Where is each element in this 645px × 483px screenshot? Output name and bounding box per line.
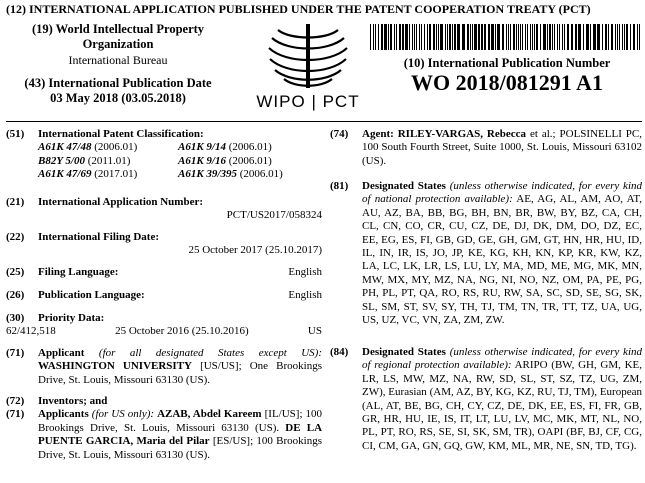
priority-data-title: Priority Data: <box>38 312 105 324</box>
barcode-bar <box>399 24 401 50</box>
application-number-field <box>6 196 322 223</box>
priority-application: 62/412,518 <box>6 325 56 338</box>
barcode-bar <box>470 24 471 50</box>
barcode-bar <box>438 24 439 50</box>
publication-language-title: Publication Language: <box>38 289 145 301</box>
applicants-title: Applicants <box>38 408 89 421</box>
barcode-bar <box>602 24 603 50</box>
barcode-bar <box>373 24 374 50</box>
barcode-bar <box>488 24 490 50</box>
agent-name: RILEY-VARGAS, Rebecca <box>397 128 527 140</box>
priority-data-row <box>6 325 322 338</box>
barcode-bar <box>619 24 620 50</box>
applicant-address: [US/US]; One Brookings Drive, St. Louis, Missouri 63130 (US). <box>38 360 322 386</box>
barcode-bar <box>472 24 473 50</box>
field-number: (71) <box>6 347 25 359</box>
barcode-bar <box>412 24 413 50</box>
inventor-name: AZAB, Abdel Kareem <box>157 408 262 421</box>
barcode-bar <box>562 24 563 50</box>
barcode-bar <box>626 24 628 50</box>
field-number: (30) <box>6 312 25 324</box>
applicant-name: WASHINGTON UNIVERSITY <box>38 360 192 373</box>
barcode-bar <box>516 24 517 50</box>
barcode-bar <box>484 24 486 50</box>
barcode-bar <box>633 24 635 50</box>
barcode-bar <box>534 24 535 50</box>
barcode-bar <box>508 24 509 50</box>
barcode-bar <box>384 24 387 50</box>
agent-address: et al.; POLSINELLI PC, 100 South Fourth Street, Suite 1000, St. Louis, Missouri 63102 (US). <box>362 128 642 167</box>
barcode-bar <box>567 24 569 50</box>
barcode-bar <box>513 24 515 50</box>
barcode-bar <box>630 24 631 50</box>
barcode-bar <box>530 24 531 50</box>
organization-bureau: International Bureau <box>68 52 168 67</box>
organization-block <box>8 22 228 67</box>
barcode-bar <box>429 24 431 50</box>
barcode-bar <box>617 24 618 50</box>
ipc-entry: A61K 47/48 (2006.01) <box>38 141 138 154</box>
field-number: (21) <box>6 196 25 208</box>
barcode-bar <box>454 24 456 50</box>
publication-language-field <box>6 289 322 302</box>
publication-number-block <box>372 56 642 95</box>
barcode-bar <box>554 24 555 50</box>
field-number: (81) <box>330 180 349 192</box>
barcode-bar <box>497 24 500 50</box>
barcode-bar <box>445 24 446 50</box>
barcode-bar <box>491 24 494 50</box>
designated-states-title: Designated States <box>362 180 446 192</box>
field-number: (26) <box>6 289 25 301</box>
barcode-bar <box>624 24 625 50</box>
barcode-bar <box>447 24 448 50</box>
barcode-icon <box>370 24 642 50</box>
field-number: (74) <box>330 128 349 140</box>
barcode-bar <box>405 24 408 50</box>
barcode-bar <box>532 24 533 50</box>
ipc-entry: A61K 47/69 (2017.01) <box>38 168 138 181</box>
agent-title: Agent: <box>362 128 394 140</box>
barcode-bar <box>378 24 379 50</box>
ipc-entry: A61K 39/395 (2006.01) <box>178 168 283 181</box>
ipc-entry: A61K 9/14 (2006.01) <box>178 141 272 154</box>
priority-date: 25 October 2016 (25.10.2016) <box>115 325 249 338</box>
barcode-bar <box>462 24 465 50</box>
ipc-entry: B82Y 5/00 (2011.01) <box>38 154 131 167</box>
barcode-bar <box>396 24 397 50</box>
publication-date-label: (43) International Publication Date <box>24 76 212 90</box>
barcode-bar <box>578 24 581 50</box>
barcode-bar <box>615 24 616 50</box>
publication-date-value: 03 May 2018 (03.05.2018) <box>50 91 186 106</box>
publication-language-value: English <box>288 289 322 301</box>
field-number: (51) <box>6 128 25 140</box>
applicant-qualifier: (for all designated States except US): <box>98 347 322 359</box>
barcode-bar <box>575 24 577 50</box>
barcode-bar <box>381 24 383 50</box>
publication-number-value: WO 2018/081291 A1 <box>411 70 603 96</box>
barcode-bar <box>543 24 546 50</box>
barcode-bar <box>597 24 600 50</box>
field-number: (25) <box>6 266 25 278</box>
publication-date-block <box>8 76 228 107</box>
field-number: (84) <box>330 346 349 358</box>
barcode-bar <box>527 24 528 50</box>
barcode-bar <box>452 24 453 50</box>
filing-language-field <box>6 266 322 279</box>
barcode-bar <box>416 24 417 50</box>
barcode-bar <box>474 24 477 50</box>
barcode-bar <box>467 24 469 50</box>
barcode-bar <box>414 24 415 50</box>
applicant-title: Applicant <box>38 347 85 359</box>
barcode-bar <box>571 24 573 50</box>
filing-language-title: Filing Language: <box>38 266 119 278</box>
barcode-bar <box>424 24 425 50</box>
designated-states-list: AE, AG, AL, AM, AO, AT, AU, AZ, BA, BB, BG, BH, BN, BR, BW, BY, BZ, CA, CH, CL, CN, CO, CR, CU, CZ, DE, DJ, DK, DM, DO, DZ, EC, EE, EG, ES, FI, GB, GD, GE, GH, GM, GT, HN, HR, HU, ID, IL, IN, IR, IS, JO, JP, KE, KG, KH, KN, KP, KR, KW, KZ, LA, LC, LK, LR, LS, LU, LY, MA, MD, ME, MG, MK, MN, MW, MX, MY, MZ, NA, NG, NI, NO, NZ, OM, PA, PE, PG, PH, PL, PT, QA, RO, RS, RU, RW, SA, SC, SD, SE, SG, SK, SL, SM, ST, SV, SY, TH, TJ, TM, TN, TR, TT, TZ, UA, UG, US, UZ, VC, VN, ZA, ZM, ZW. <box>362 193 642 327</box>
header-divider <box>6 121 642 122</box>
barcode-bar <box>522 24 523 50</box>
barcode-bar <box>583 24 584 50</box>
ipc-entry: A61K 9/16 (2006.01) <box>178 154 272 167</box>
barcode-bar <box>457 24 460 50</box>
designated-states-title: Designated States <box>362 346 446 358</box>
designated-states-regional-field <box>330 346 642 453</box>
designated-states-qualifier: (unless otherwise indicated, for every kind of regional protection available): <box>362 346 642 372</box>
ipc-codes <box>38 141 322 181</box>
wipo-logo <box>238 22 378 114</box>
barcode-bar <box>478 24 480 50</box>
designated-states-qualifier: (unless otherwise indicated, for every kind of national protection available): <box>362 180 642 206</box>
barcode-bar <box>394 24 395 50</box>
barcode-bar <box>590 24 591 50</box>
application-number-value: PCT/US2017/058324 <box>226 209 322 222</box>
filing-language-value: English <box>288 266 322 278</box>
applicants-qualifier: (for US only): <box>91 408 155 421</box>
field-number: (72) <box>6 395 25 407</box>
field-number: (22) <box>6 231 25 243</box>
barcode-bar <box>402 24 404 50</box>
priority-country: US <box>307 325 322 338</box>
barcode-bar <box>622 24 623 50</box>
barcode-bar <box>605 24 607 50</box>
barcode-bar <box>520 24 521 50</box>
filing-date-title: International Filing Date: <box>38 231 159 243</box>
barcode-bar <box>637 24 638 50</box>
wipo-globe-icon <box>238 22 378 92</box>
barcode-bar <box>433 24 435 50</box>
barcode-bar <box>502 24 504 50</box>
inventor-name: DE LA PUENTE GARCIA, Maria del Pilar <box>38 421 323 448</box>
ipc-title: International Patent Classification: <box>38 128 204 140</box>
barcode-bar <box>506 24 507 50</box>
designated-states-list: ARIPO (BW, GH, GM, KE, LR, LS, MW, MZ, NA, RW, SD, SL, ST, SZ, TZ, UG, ZM, ZW), Eurasian (AM, AZ, BY, KG, KZ, RU, TJ, TM), European (AL, AT, BE, BG, CH, CY, CZ, DE, DK, EE, ES, FI, FR, GB, GR, HR, HU, IE, IS, IT, LT, LU, LV, MC, MK, MT, NL, NO, PL, PT, RO, RS, SE, SI, SK, SM, TR), OAPI (BF, BJ, CF, CG, CI, CM, GA, GN, GQ, GW, KM, ML, MR, NE, SN, TD, TG). <box>362 359 642 452</box>
designated-states-national-field <box>330 180 642 327</box>
barcode-bar <box>536 24 538 50</box>
barcode-bar <box>419 24 420 50</box>
barcode-bar <box>593 24 596 50</box>
barcode-bar <box>375 24 376 50</box>
barcode-bar <box>390 24 392 50</box>
publication-number-label: (10) International Publication Number <box>403 56 611 70</box>
organization-name-cont: Organization <box>82 37 154 52</box>
inventor-address: [ES/US]; 100 Brookings Drive, St. Louis, Missouri 63130 (US). <box>38 435 322 461</box>
applicant-field <box>6 347 322 387</box>
barcode-bar <box>518 24 519 50</box>
barcode-bar <box>540 24 541 50</box>
barcode-bar <box>449 24 451 50</box>
ipc-field <box>6 128 322 182</box>
filing-date-value: 25 October 2017 (25.10.2017) <box>188 244 322 257</box>
agent-field <box>330 128 642 168</box>
barcode-bar <box>639 24 640 50</box>
barcode-bar <box>510 24 511 50</box>
organization-name: (19) World Intellectual Property <box>31 22 205 36</box>
inventor-address: [IL/US]; 100 Brookings Drive, St. Louis, Missouri 63130 (US). <box>38 408 323 434</box>
application-number-title: International Application Number: <box>38 196 204 208</box>
barcode-bar <box>559 24 560 50</box>
barcode-bar <box>421 24 422 50</box>
filing-date-field <box>6 231 322 258</box>
barcode-bar <box>388 24 389 50</box>
barcode-bar <box>481 24 483 50</box>
barcode-bar <box>436 24 437 50</box>
barcode-bar <box>552 24 553 50</box>
barcode-bar <box>495 24 496 50</box>
barcode-bar <box>370 24 371 50</box>
priority-data-field <box>6 312 322 339</box>
barcode-bar <box>440 24 443 50</box>
barcode-bar <box>525 24 526 50</box>
barcode-bar <box>611 24 613 50</box>
inventors-field <box>6 395 322 462</box>
barcode-bar <box>409 24 410 50</box>
document-heading: (12) INTERNATIONAL APPLICATION PUBLISHED UNDER THE PATENT COOPERATION TREATY (PCT) <box>6 2 591 16</box>
field-number: (71) <box>6 408 25 421</box>
barcode-bar <box>427 24 428 50</box>
wipo-pct-wordmark: WIPO | PCT <box>256 92 360 111</box>
barcode-bar <box>547 24 548 50</box>
barcode-bar <box>608 24 609 50</box>
barcode-bar <box>586 24 589 50</box>
barcode-bar <box>549 24 551 50</box>
inventors-title: Inventors; and <box>38 395 108 407</box>
barcode-bar <box>564 24 565 50</box>
barcode-bar <box>557 24 558 50</box>
